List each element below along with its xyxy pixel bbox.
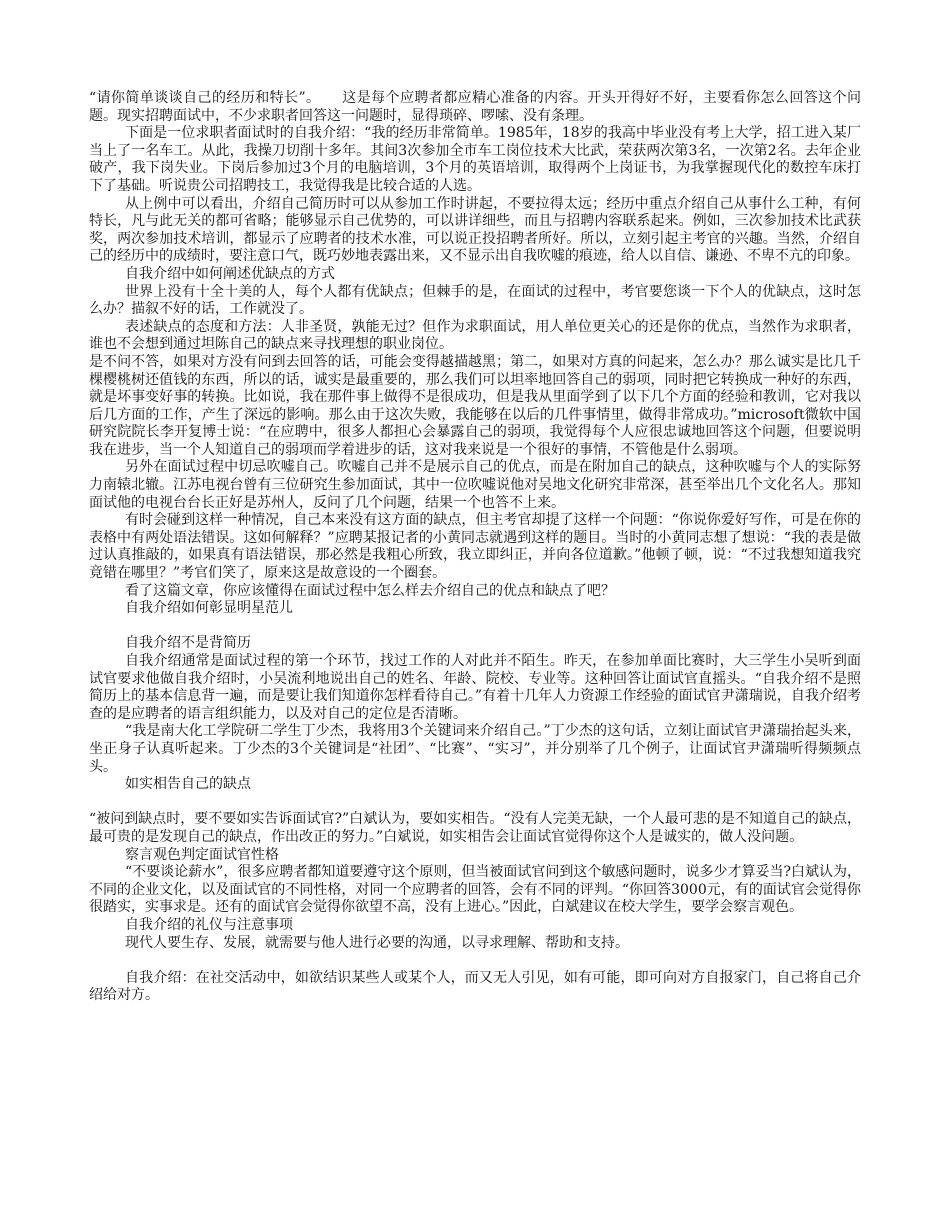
- paragraph-intro: “请你简单谈谈自己的经历和特长”。 这是每个应聘者都应精心准备的内容。开头开得好不好，主要看你怎么回答这个问题。现实招聘面试中，不少求职者回答这一问题时，显得琐碎、啰嗦、没有条理。: [89, 90, 861, 124]
- section-heading-etiquette: 自我介绍的礼仪与注意事项: [125, 916, 293, 933]
- paragraph-nobody-perfect: 世界上没有十全十美的人，每个人都有优缺点；但棘手的是，在面试的过程中，考官要您谈一下个人的优缺点，这时怎么办？描叙不好的话，工作就没了。: [89, 283, 861, 318]
- paragraph-self-intro-definition: 自我介绍：在社交活动中，如欲结识某些人或某个人，而又无人引见，如有可能，即可向对方自报家门，自己将自己介绍给对方。: [89, 969, 861, 1004]
- blank-line: [89, 794, 861, 812]
- paragraph-example: 下面是一位求职者面试时的自我介绍：“我的经历非常简单。1985年，18岁的我高中毕业没有考上大学，招工进入某厂当上了一名车工。从此，我操刀切削十多年。其间3次参加全市车工岗位技术大比武，荣获两次第3名，一次第2名。去年企业破产，我下岗失业。下岗后参加过3个月的电脑培训，3个月的英语培训，取得两个上岗证书，为我掌握现代化的数控车床打下了基础。听说贵公司招聘技工，我觉得我是比较合适的人选。: [89, 125, 861, 194]
- paragraph-analysis: 从上例中可以看出，介绍自己简历时可以从参加工作时讲起，不要拉得太远；经历中重点介绍自己从事什么工种，有何特长，凡与此无关的都可省略；能够显示自己优势的，可以讲详细些，而且与招聘内容联系起来。例如，三次参加技术比武获奖，两次参加技术培训，都显示了应聘者的技术水准，可以说正投招聘者所好。所以，立刻引起主考官的兴趣。当然，介绍自己的经历中的成绩时，要注意口气，既巧妙地表露出来，又不显示出自我吹嘘的痕迹，给人以自信、谦逊、不卑不亢的印象。: [89, 195, 861, 265]
- paragraph-tell-truth: “被问到缺点时，要不要如实告诉面试官?”白斌认为，要如实相告。“没有人完美无缺，一个人最可悲的是不知道自己的缺点，最可贵的是发现自己的缺点，作出改正的努力。”白斌说，如实相告会让面试官觉得你这个人是诚实的，做人没问题。: [89, 811, 861, 845]
- blank-line: [89, 618, 861, 636]
- paragraph-salary: “不要谈论薪水”，很多应聘者都知道要遵守这个原则，但当被面试官问到这个敏感问题时，说多少才算妥当?白斌认为，不同的企业文化，以及面试官的不同性格，对同一个应聘者的回答，会有不同的评判。“你回答3000元，有的面试官会觉得你很踏实，实事求是。还有的面试官会觉得你欲望不高，没有上进心。”因此，白斌建议在校大学生，要学会察言观色。: [89, 864, 861, 916]
- document-body: [89, 90, 861, 1005]
- paragraph-three-keywords: “我是南大化工学院研二学生丁少杰，我将用3个关键词来介绍自己。”丁少杰的这句话，立刻让面试官尹潇瑞抬起头来，坐正身子认真听起来。丁少杰的3个关键词是“社团”、“比赛”、“实习”，并分别举了几个例子，让面试官尹潇瑞听得频频点头。: [89, 723, 861, 775]
- section-heading-not-resume: 自我介绍不是背简历: [125, 635, 251, 652]
- paragraph-communication: 现代人要生存、发展，就需要与他人进行必要的沟通，以寻求理解、帮助和支持。: [125, 934, 629, 951]
- section-heading-read-interviewer: 察言观色判定面试官性格: [125, 846, 279, 863]
- section-heading-star-style: 自我介绍如何彰显明星范儿: [125, 600, 293, 617]
- blank-line: [89, 952, 861, 970]
- paragraph-first-step: 自我介绍通常是面试过程的第一个环节，找过工作的人对此并不陌生。昨天，在参加单面比赛时，大三学生小吴听到面试官要求他做自我介绍时，小吴流利地说出自己的姓名、年龄、院校、专业等。这种回答让面试官直摇头。“自我介绍不是照简历上的基本信息背一遍，而是要让我们知道你怎样看待自己。”有着十几年人力资源工作经验的面试官尹潇瑞说，自我介绍考查的是应聘者的语言组织能力，以及对自己的定位是否清晰。: [89, 653, 861, 722]
- paragraph-trap-question: 有时会碰到这样一种情况，自己本来没有这方面的缺点，但主考官却提了这样一个问题：“你说你爱好写作，可是在你的表格中有两处语法错误。这如何解释？”应聘某报记者的小黄同志就遇到这样的题目。当时的小黄同志想了想说：“我的表是做过认真推敲的，如果真有语法错误，那必然是我粗心所致，我立即纠正，并向各位道歉。”他顿了顿，说：“不过我想知道我究竟错在哪里？”考官们笑了，原来这是故意设的一个圈套。: [89, 512, 861, 582]
- paragraph-attitude: 表述缺点的态度和方法：人非圣贤，孰能无过？但作为求职面试，用人单位更关心的还是你的优点，当然作为求职者，谁也不会想到通过坦陈自己的缺点来寻找理想的职业岗位。: [89, 318, 861, 353]
- section-heading-strengths-weaknesses: 自我介绍中如何阐述优缺点的方式: [125, 265, 335, 282]
- paragraph-no-boasting: 另外在面试过程中切忌吹嘘自己。吹嘘自己并不是展示自己的优点，而是在附加自己的缺点，这种吹嘘与个人的实际努力南辕北辙。江苏电视台曾有三位研究生参加面试，其中一位吹嘘说他对吴地文化研究非常深，甚至举出几个文化名人。那知面试他的电视台台长正好是苏州人，反问了几个问题，结果一个也答不上来。: [89, 459, 861, 511]
- section-heading-honest-weakness: 如实相告自己的缺点: [125, 776, 251, 793]
- paragraph-conclusion: 看了这篇文章，你应该懂得在面试过程中怎么样去介绍自己的优点和缺点了吧？: [125, 582, 615, 599]
- paragraph-honesty: 是不问不答，如果对方没有问到去回答的话，可能会变得越描越黑；第二，如果对方真的问起来，怎么办？那么诚实是比几千棵樱桃树还值钱的东西，所以的话，诚实是最重要的，那么我们可以坦率地回答自己的弱项，同时把它转换成一种好的东西，就是坏事变好事的转换。比如说，我在那件事上做得不是很成功，但是我从里面学到了以下几个方面的经验和教训，它对我以后几方面的工作，产生了深远的影响。那么由于这次失败，我能够在以后的几件事情里，做得非常成功。”microsoft微软中国研究院院长李开复博士说：“在应聘中，很多人都担心会暴露自己的弱项，我觉得每个人应很忠诚地回答这个问题，但要说明我在进步，当一个人知道自己的弱项而学着进步的话，这对我来说是一个很好的事情，不管他是什么弱项。: [89, 353, 861, 458]
